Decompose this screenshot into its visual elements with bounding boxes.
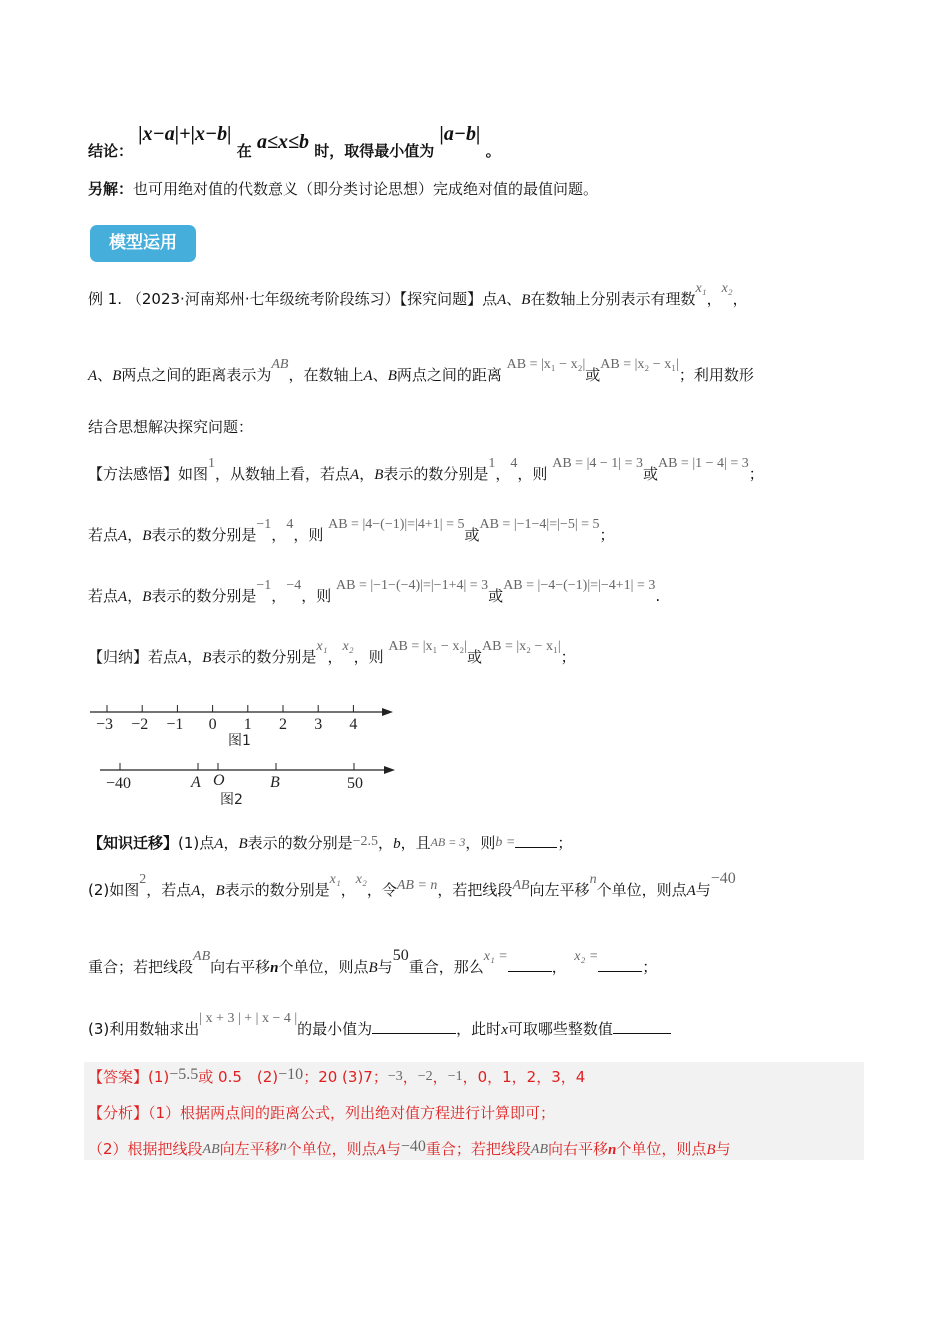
t: 或 xyxy=(642,465,658,483)
t: 的最小值为 xyxy=(297,1020,373,1038)
t: ， xyxy=(271,526,287,544)
t: 或 xyxy=(464,526,480,544)
answer-blank[interactable] xyxy=(515,833,557,848)
t: ；20 (3)7； xyxy=(303,1068,388,1086)
t: ， xyxy=(402,1068,418,1086)
formula: |a−b| xyxy=(439,123,481,145)
t: ， xyxy=(271,587,287,605)
formula: AB xyxy=(271,357,289,372)
t: 【方法感悟】如图 xyxy=(88,465,209,483)
t: AB xyxy=(530,1142,549,1157)
t: 4 xyxy=(286,517,294,532)
question-1 xyxy=(88,833,572,855)
t: 个单位，则点 xyxy=(278,958,369,976)
t: x₁ xyxy=(329,872,341,887)
t: (3)利用数轴求出 xyxy=(88,1020,200,1038)
t: ， xyxy=(127,587,143,605)
t: −1 xyxy=(256,578,272,593)
t: A xyxy=(686,883,696,899)
t: B xyxy=(374,467,384,483)
t: 2 xyxy=(139,872,147,887)
t: 两点之间的距离表示为 xyxy=(121,366,272,384)
t: 重合；若把线段 xyxy=(88,958,194,976)
tick-label: −40 xyxy=(106,775,132,792)
tick-label: 2 xyxy=(279,716,287,733)
formula: AB = |x₂ − x₁| xyxy=(482,639,561,654)
t: ；利用数形 xyxy=(678,366,754,384)
number-line-figures xyxy=(80,690,410,810)
tick-label: 4 xyxy=(349,716,358,733)
t: 表示的数分别是 xyxy=(211,648,317,666)
t: −3 xyxy=(387,1069,403,1084)
t: A xyxy=(214,836,224,852)
formula: AB = |−4−(−1)|=|−4+1| = 3 xyxy=(503,578,656,593)
t: A xyxy=(350,467,360,483)
origin-label: O xyxy=(213,772,225,789)
t: 例 1. xyxy=(88,290,123,308)
t: B xyxy=(387,368,397,384)
t: B xyxy=(238,836,248,852)
t: n xyxy=(589,872,597,887)
text: 。 xyxy=(485,142,501,160)
t: x xyxy=(501,1022,508,1038)
method-line xyxy=(88,456,764,486)
formula: AB = |−1−4|=|−5| = 5 xyxy=(479,517,600,532)
t: 在数轴上分别表示有理数 xyxy=(530,290,696,308)
number-line-1 xyxy=(90,705,393,749)
formula: b = xyxy=(495,835,516,850)
t: A xyxy=(178,650,188,666)
formula: AB = |x₁ − x₂| xyxy=(388,639,467,654)
t: ， xyxy=(359,465,375,483)
analysis-line-1: 【分析】（1）根据两点间的距离公式，列出绝对值方程进行计算即可； xyxy=(88,1104,556,1122)
tick-label: −2 xyxy=(131,716,149,733)
t: A xyxy=(376,1142,386,1158)
t: ，则 xyxy=(301,587,332,605)
t: ， xyxy=(706,290,722,308)
t: 表示的数分别是 xyxy=(151,587,257,605)
t: 表示的数分别是 xyxy=(383,465,489,483)
formula: a≤x≤b xyxy=(257,131,309,153)
formula: AB = |x₂ − x₁| xyxy=(600,357,679,372)
t: n xyxy=(279,1139,287,1154)
example-line-2 xyxy=(88,357,754,387)
t: 与 xyxy=(377,958,393,976)
t: （2023·河南郑州·七年级统考阶段练习）【探究问题】点 xyxy=(126,290,498,308)
t: ， xyxy=(200,881,216,899)
point-a-label: A xyxy=(191,774,201,791)
t: B xyxy=(142,589,152,605)
t: −10 xyxy=(278,1066,304,1083)
t: 50 xyxy=(392,947,409,964)
text: 也可用绝对值的代数意义（即分类讨论思想）完成绝对值的最值问题。 xyxy=(133,180,599,198)
figure-1-caption: 图1 xyxy=(228,733,251,749)
t: A xyxy=(363,368,373,384)
text: 时，取得最小值为 xyxy=(314,142,435,160)
t: ，令 xyxy=(366,881,397,899)
t: ，若点 xyxy=(146,881,192,899)
t: ， xyxy=(495,465,511,483)
t: ， xyxy=(551,958,560,976)
question-2 xyxy=(88,870,736,902)
t: ，在数轴上 xyxy=(288,366,364,384)
formula: | x + 3 | + | x − 4 | xyxy=(199,1011,298,1026)
t: ，则 xyxy=(465,834,496,852)
t: 重合，那么 xyxy=(408,958,484,976)
t: 与 xyxy=(385,1140,401,1158)
t: 表示的数分别是 xyxy=(247,834,353,852)
t: ，则 xyxy=(517,465,548,483)
t: 【答案】(1) xyxy=(88,1068,170,1086)
t: x₂ xyxy=(342,639,354,654)
label: 另解： xyxy=(88,180,134,198)
t: 或 xyxy=(488,587,504,605)
example-line-3: 结合思想解决探究问题： xyxy=(88,418,254,436)
t: 向右平移 xyxy=(210,958,271,976)
number-line-2 xyxy=(100,763,395,808)
tick-label: 50 xyxy=(347,775,363,792)
t: ， xyxy=(223,834,239,852)
summary-line xyxy=(88,639,576,669)
t: −5.5 xyxy=(169,1066,199,1083)
t: n xyxy=(270,960,279,976)
t: ； xyxy=(557,834,573,852)
t: ，若把线段 xyxy=(437,881,513,899)
t: x₁ xyxy=(316,639,328,654)
t: ，0，1，2，3，4 xyxy=(462,1068,586,1086)
t: n xyxy=(608,1142,617,1158)
t: 表示的数分别是 xyxy=(224,881,330,899)
t: 【归纳】若点 xyxy=(88,648,179,666)
t: B xyxy=(521,292,531,308)
t: ； xyxy=(748,465,764,483)
formula: x₂ = xyxy=(574,949,599,964)
t: −2 xyxy=(417,1069,433,1084)
tick-label: 1 xyxy=(243,716,252,733)
point-b-label: B xyxy=(270,774,280,791)
t: 向右平移 xyxy=(548,1140,609,1158)
question-3 xyxy=(88,1011,671,1041)
formula: x₁ xyxy=(695,281,707,296)
t: −1 xyxy=(256,517,272,532)
t: ， xyxy=(127,526,143,544)
t: ， xyxy=(340,881,356,899)
t: 表示的数分别是 xyxy=(151,526,257,544)
t: ； xyxy=(560,648,576,666)
label: 结论： xyxy=(88,142,134,160)
t: 个单位，则点 xyxy=(286,1140,377,1158)
t: 4 xyxy=(510,456,518,471)
t: （2）根据把线段 xyxy=(88,1140,203,1158)
t: B xyxy=(368,960,378,976)
formula: AB = |−1−(−4)|=|−1+4| = 3 xyxy=(336,578,489,593)
answer-blank[interactable] xyxy=(372,1019,456,1034)
t: ， xyxy=(732,290,748,308)
t: ，则 xyxy=(293,526,324,544)
formula: AB = |x₁ − x₂| xyxy=(506,357,586,372)
t: 、 xyxy=(97,366,113,384)
t: A xyxy=(191,883,201,899)
t: 若点 xyxy=(88,587,119,605)
t: −40 xyxy=(400,1138,426,1155)
case-line-3 xyxy=(88,578,661,608)
section-badge: 模型运用 xyxy=(90,225,196,262)
t: B xyxy=(112,368,122,384)
tick-label: 0 xyxy=(208,716,217,733)
tick-label: −3 xyxy=(96,716,114,733)
formula: x₂ xyxy=(721,281,733,296)
t: 或 0.5 (2) xyxy=(198,1068,279,1086)
answer-line xyxy=(88,1067,585,1089)
t: 或 xyxy=(467,648,483,666)
t: B xyxy=(202,650,212,666)
t: −40 xyxy=(710,870,736,887)
t: ； xyxy=(642,958,658,976)
formula: AB = |4 − 1| = 3 xyxy=(552,456,643,471)
t: ，且 xyxy=(400,834,431,852)
t: −1 xyxy=(447,1069,463,1084)
t: B xyxy=(706,1142,716,1158)
alt-solution xyxy=(88,179,598,199)
t: 【知识迁移】 xyxy=(88,834,179,852)
t: AB xyxy=(512,878,530,893)
t: 两点之间的距离 xyxy=(396,366,502,384)
formula: AB = 3 xyxy=(430,835,466,849)
analysis-line-2 xyxy=(88,1139,731,1161)
t: ， xyxy=(432,1068,448,1086)
t: 1 xyxy=(208,456,216,471)
t: 向左平移 xyxy=(529,881,590,899)
t: 1 xyxy=(488,456,496,471)
t: 或 xyxy=(585,366,601,384)
t: 若点 xyxy=(88,526,119,544)
t: B xyxy=(215,883,225,899)
t: (1)点 xyxy=(178,834,215,852)
t: B xyxy=(142,528,152,544)
answer-blank[interactable] xyxy=(508,957,552,972)
t: ， xyxy=(187,648,203,666)
t: −2.5 xyxy=(352,834,379,849)
t: ，此时 xyxy=(456,1020,502,1038)
t: 与 xyxy=(695,881,711,899)
t: ，则 xyxy=(353,648,384,666)
t: (2)如图 xyxy=(88,881,140,899)
answer-blank[interactable] xyxy=(613,1019,671,1034)
t: A xyxy=(88,368,98,384)
t: ， xyxy=(327,648,343,666)
t: b xyxy=(393,836,401,852)
question-2-cont xyxy=(88,947,658,979)
t: AB xyxy=(193,949,211,964)
t: 、 xyxy=(506,290,522,308)
text: 在 xyxy=(236,142,252,160)
tick-label: −1 xyxy=(166,716,184,733)
conclusion-line xyxy=(88,123,501,161)
formula: AB = n xyxy=(396,878,438,893)
t: −4 xyxy=(286,578,302,593)
t: x₂ xyxy=(355,872,367,887)
t: . xyxy=(655,587,661,605)
t: 、 xyxy=(372,366,388,384)
t: ，从数轴上看，若点 xyxy=(215,465,351,483)
t: 与 xyxy=(715,1140,731,1158)
t: A xyxy=(497,292,507,308)
t: 向左平移 xyxy=(219,1140,280,1158)
case-line-2 xyxy=(88,517,615,547)
example-line-1 xyxy=(88,281,748,311)
formula: |x−a|+|x−b| xyxy=(138,123,232,145)
figure-2-caption: 图2 xyxy=(220,792,243,808)
t: A xyxy=(118,589,128,605)
formula: AB = |1 − 4| = 3 xyxy=(657,456,749,471)
formula: x₁ = xyxy=(483,949,508,964)
t: ， xyxy=(378,834,394,852)
t: ； xyxy=(599,526,615,544)
answer-blank[interactable] xyxy=(598,957,642,972)
t: 重合；若把线段 xyxy=(425,1140,531,1158)
formula: AB = |4−(−1)|=|4+1| = 5 xyxy=(328,517,465,532)
t: AB xyxy=(202,1142,220,1157)
t: 可取哪些整数值 xyxy=(507,1020,613,1038)
t: 个单位，则点 xyxy=(596,881,687,899)
tick-label: 3 xyxy=(314,716,323,733)
t: A xyxy=(118,528,128,544)
t: 个单位，则点 xyxy=(616,1140,707,1158)
